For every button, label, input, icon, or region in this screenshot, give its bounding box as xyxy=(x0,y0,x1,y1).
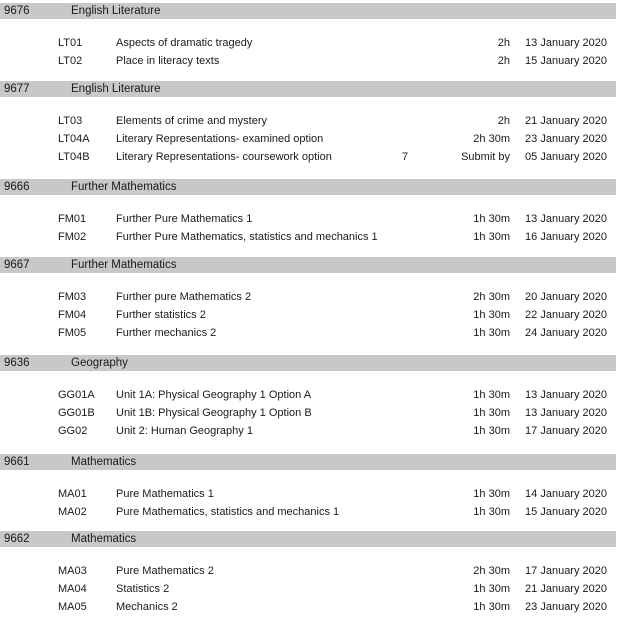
subject-title: Mathematics xyxy=(71,456,137,468)
exam-row xyxy=(0,601,618,615)
exam-date: 17 January 2020 xyxy=(525,565,607,577)
exam-code: GG01B xyxy=(58,407,95,419)
subject-header xyxy=(0,257,616,273)
exam-row xyxy=(0,115,618,129)
exam-row xyxy=(0,151,618,165)
exam-title: Further Pure Mathematics 1 xyxy=(116,213,253,225)
exam-code: LT03 xyxy=(58,115,83,127)
exam-code: MA01 xyxy=(58,488,87,500)
exam-title: Further statistics 2 xyxy=(116,309,206,321)
exam-code: LT02 xyxy=(58,55,83,67)
exam-date: 13 January 2020 xyxy=(525,213,607,225)
exam-date: 13 January 2020 xyxy=(525,389,607,401)
exam-title: Place in literacy texts xyxy=(116,55,220,67)
exam-duration: 2h 30m xyxy=(473,565,510,577)
exam-title: Unit 1B: Physical Geography 1 Option B xyxy=(116,407,312,419)
exam-row xyxy=(0,37,618,51)
exam-title: Pure Mathematics 1 xyxy=(116,488,214,500)
exam-date: 15 January 2020 xyxy=(525,506,607,518)
subject-code: 9661 xyxy=(4,456,30,468)
exam-duration: 2h xyxy=(497,37,510,49)
exam-duration: 2h 30m xyxy=(473,291,510,303)
exam-code: FM03 xyxy=(58,291,87,303)
exam-row xyxy=(0,309,618,323)
exam-duration: 1h 30m xyxy=(473,213,510,225)
exam-row xyxy=(0,506,618,520)
exam-date: 21 January 2020 xyxy=(525,115,607,127)
exam-duration: 1h 30m xyxy=(473,506,510,518)
exam-date: 23 January 2020 xyxy=(525,133,607,145)
exam-date: 23 January 2020 xyxy=(525,601,607,613)
exam-duration: 1h 30m xyxy=(473,583,510,595)
exam-code: GG02 xyxy=(58,425,88,437)
subject-header xyxy=(0,3,616,19)
subject-title: Mathematics xyxy=(71,533,137,545)
exam-row xyxy=(0,213,618,227)
exam-extra: 7 xyxy=(402,151,409,163)
exam-date: 24 January 2020 xyxy=(525,327,607,339)
exam-title: Mechanics 2 xyxy=(116,601,178,613)
subject-title: Further Mathematics xyxy=(71,181,177,193)
exam-date: 13 January 2020 xyxy=(525,407,607,419)
exam-title: Further mechanics 2 xyxy=(116,327,217,339)
exam-date: 16 January 2020 xyxy=(525,231,607,243)
exam-code: LT04A xyxy=(58,133,90,145)
exam-title: Further pure Mathematics 2 xyxy=(116,291,252,303)
exam-row xyxy=(0,488,618,502)
exam-row xyxy=(0,565,618,579)
subject-title: Geography xyxy=(71,357,128,369)
exam-code: LT04B xyxy=(58,151,90,163)
subject-header xyxy=(0,81,616,97)
exam-code: FM04 xyxy=(58,309,87,321)
exam-row xyxy=(0,389,618,403)
exam-date: 14 January 2020 xyxy=(525,488,607,500)
exam-duration: 1h 30m xyxy=(473,327,510,339)
exam-code: MA03 xyxy=(58,565,87,577)
exam-date: 17 January 2020 xyxy=(525,425,607,437)
subject-title: English Literature xyxy=(71,83,161,95)
exam-date: 22 January 2020 xyxy=(525,309,607,321)
exam-title: Unit 1A: Physical Geography 1 Option A xyxy=(116,389,312,401)
exam-row xyxy=(0,583,618,597)
exam-title: Unit 2: Human Geography 1 xyxy=(116,425,253,437)
exam-row xyxy=(0,407,618,421)
subject-title: English Literature xyxy=(71,5,161,17)
exam-duration: 1h 30m xyxy=(473,407,510,419)
exam-duration: 1h 30m xyxy=(473,231,510,243)
exam-code: MA02 xyxy=(58,506,87,518)
subject-code: 9677 xyxy=(4,83,30,95)
exam-duration: 1h 30m xyxy=(473,425,510,437)
exam-date: 05 January 2020 xyxy=(525,151,607,163)
exam-row xyxy=(0,231,618,245)
subject-header xyxy=(0,454,616,470)
exam-date: 13 January 2020 xyxy=(525,37,607,49)
exam-title: Further Pure Mathematics, statistics and mechanics 1 xyxy=(116,231,378,243)
exam-date: 20 January 2020 xyxy=(525,291,607,303)
exam-code: FM02 xyxy=(58,231,87,243)
exam-title: Aspects of dramatic tragedy xyxy=(116,37,253,49)
subject-code: 9662 xyxy=(4,533,30,545)
exam-row xyxy=(0,291,618,305)
exam-duration: 1h 30m xyxy=(473,389,510,401)
exam-code: MA04 xyxy=(58,583,87,595)
subject-code: 9667 xyxy=(4,259,30,271)
exam-row xyxy=(0,425,618,439)
exam-title: Elements of crime and mystery xyxy=(116,115,267,127)
exam-title: Pure Mathematics 2 xyxy=(116,565,214,577)
exam-code: FM01 xyxy=(58,213,87,225)
exam-duration: Submit by xyxy=(461,151,510,163)
exam-title: Pure Mathematics, statistics and mechanics 1 xyxy=(116,506,340,518)
exam-title: Statistics 2 xyxy=(116,583,170,595)
exam-row xyxy=(0,327,618,341)
exam-duration: 2h xyxy=(497,115,510,127)
subject-code: 9636 xyxy=(4,357,30,369)
subject-code: 9666 xyxy=(4,181,30,193)
exam-title: Literary Representations- coursework option xyxy=(116,151,332,163)
exam-row xyxy=(0,133,618,147)
exam-title: Literary Representations- examined option xyxy=(116,133,324,145)
subject-header xyxy=(0,179,616,195)
subject-title: Further Mathematics xyxy=(71,259,177,271)
exam-duration: 2h xyxy=(497,55,510,67)
exam-duration: 2h 30m xyxy=(473,133,510,145)
subject-header xyxy=(0,355,616,371)
subject-code: 9676 xyxy=(4,5,30,17)
exam-row xyxy=(0,55,618,69)
subject-header xyxy=(0,531,616,547)
exam-date: 21 January 2020 xyxy=(525,583,607,595)
exam-code: GG01A xyxy=(58,389,95,401)
exam-code: FM05 xyxy=(58,327,87,339)
exam-duration: 1h 30m xyxy=(473,601,510,613)
exam-duration: 1h 30m xyxy=(473,309,510,321)
exam-code: LT01 xyxy=(58,37,83,49)
exam-duration: 1h 30m xyxy=(473,488,510,500)
exam-code: MA05 xyxy=(58,601,87,613)
exam-date: 15 January 2020 xyxy=(525,55,607,67)
